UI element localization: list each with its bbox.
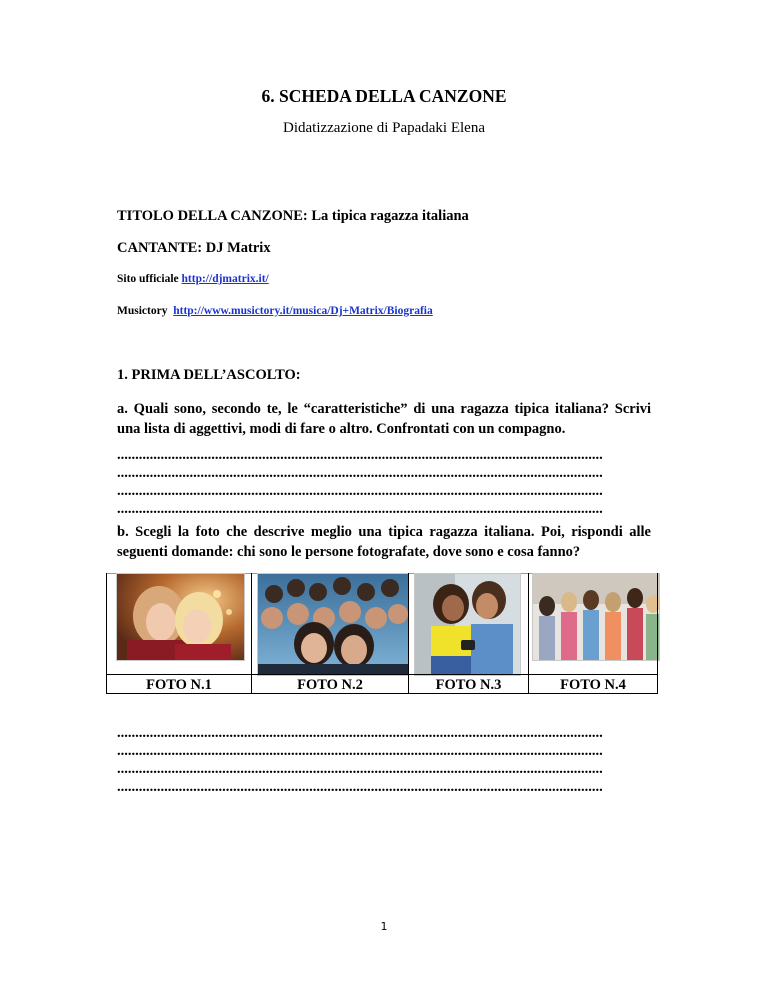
answer-line[interactable]: ...................................................................................................................................... <box>117 761 603 777</box>
photo-4-image[interactable] <box>532 573 660 661</box>
official-site-link[interactable]: http://djmatrix.it/ <box>181 273 269 285</box>
answer-line[interactable]: ...................................................................................................................................... <box>117 465 603 481</box>
musictory-row <box>117 305 433 317</box>
song-title: TITOLO DELLA CANZONE: La tipica ragazza italiana <box>117 208 469 224</box>
song-singer: CANTANTE: DJ Matrix <box>117 240 271 256</box>
answer-lines-b <box>117 724 651 796</box>
answer-line[interactable]: ...................................................................................................................................... <box>117 447 603 463</box>
answer-line[interactable]: ...................................................................................................................................... <box>117 501 603 517</box>
table-border-right <box>657 573 658 694</box>
answer-line[interactable]: ...................................................................................................................................... <box>117 779 603 795</box>
photo-3-image[interactable] <box>414 573 521 676</box>
table-divider <box>251 573 252 694</box>
photo-label-3: FOTO N.3 <box>409 675 529 693</box>
official-site-row <box>117 273 269 285</box>
table-divider <box>528 573 529 694</box>
page-number: 1 <box>380 920 388 933</box>
photo-2-image[interactable] <box>257 573 409 676</box>
answer-lines-a <box>117 446 651 518</box>
section-heading: 1. PRIMA DELL’ASCOLTO: <box>117 367 301 383</box>
musictory-link[interactable]: http://www.musictory.it/musica/Dj+Matrix/Biografia <box>173 305 433 317</box>
table-divider <box>408 573 409 694</box>
photo-1-image[interactable] <box>116 573 245 661</box>
photo-label-1: FOTO N.1 <box>107 675 252 693</box>
photo-labels-row <box>106 674 658 694</box>
question-a: a. Quali sono, secondo te, le “caratteristiche” di una ragazza tipica italiana? Scrivi una lista di aggettivi, modi di fare o altro. Confrontati con un compagno. <box>117 401 651 437</box>
answer-line[interactable]: ...................................................................................................................................... <box>117 743 603 759</box>
answer-line[interactable]: ...................................................................................................................................... <box>117 483 603 499</box>
photo-label-4: FOTO N.4 <box>560 677 626 693</box>
answer-line[interactable]: ...................................................................................................................................... <box>117 725 603 741</box>
official-site-label: Sito ufficiale <box>117 273 179 285</box>
photo-label-2: FOTO N.2 <box>252 675 409 693</box>
page-subtitle: Didatizzazione di Papadaki Elena <box>283 120 485 136</box>
table-border-left <box>106 573 107 694</box>
page-title: 6. SCHEDA DELLA CANZONE <box>261 86 507 106</box>
musictory-label: Musictory <box>117 305 168 317</box>
question-b: b. Scegli la foto che descrive meglio una tipica ragazza italiana. Poi, rispondi alle seguenti domande: chi sono le persone fotografate, dove sono e cosa fanno? <box>117 524 651 560</box>
